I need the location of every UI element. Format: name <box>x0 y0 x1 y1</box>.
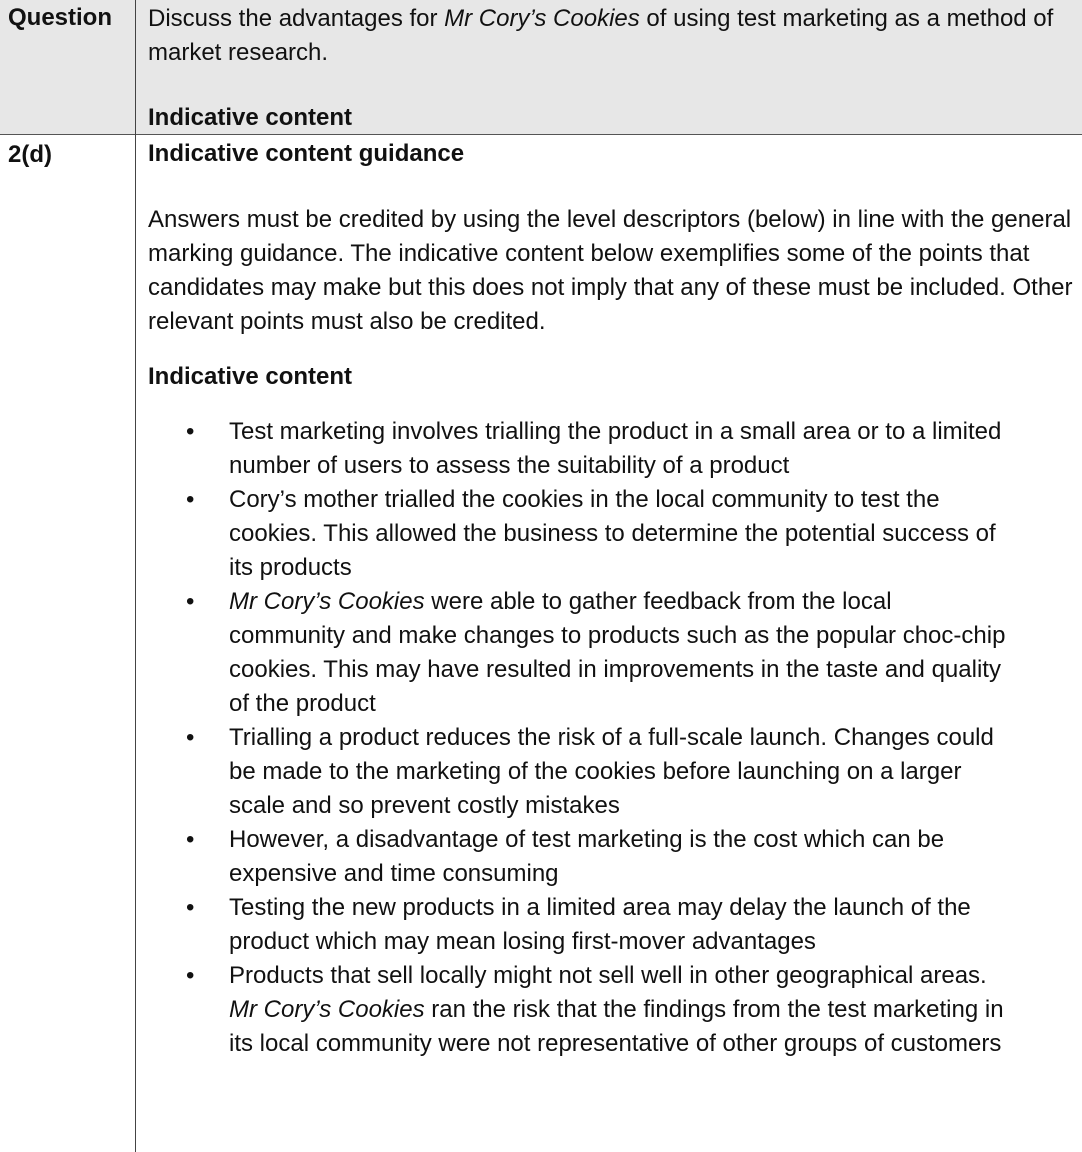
list-item <box>186 721 1006 823</box>
question-column-label: Question <box>8 4 113 31</box>
guidance-title: Indicative content guidance <box>148 140 465 167</box>
header-indicative-content: Indicative content <box>148 104 353 131</box>
list-item-company-name: Mr Cory’s Cookies <box>229 588 425 615</box>
bullet-icon: • <box>186 486 195 513</box>
list-item-text: However, a disadvantage of test marketing is the cost which can be expensive and time consuming <box>229 826 945 887</box>
indicative-content-list <box>186 415 1006 1061</box>
question-company-name: Mr Cory’s Cookies <box>444 5 640 32</box>
column-divider <box>135 0 136 1152</box>
list-item-text: Trialling a product reduces the risk of a full-scale launch. Changes could be made to the marketing of the cookies before launching on a larger scale and so prevent costly mistakes <box>229 724 994 819</box>
question-text <box>148 2 1063 70</box>
bullet-icon: • <box>186 826 195 853</box>
list-item-text: Test marketing involves trialling the product in a small area or to a limited number of users to assess the suitability of a product <box>229 418 1002 479</box>
bullet-icon: • <box>186 588 195 615</box>
list-item <box>186 585 1006 721</box>
list-item <box>186 415 1006 483</box>
list-item-text: Testing the new products in a limited area may delay the launch of the product which may mean losing first-mover advantages <box>229 894 971 955</box>
list-item <box>186 483 1006 585</box>
list-item-text-continued: ran the risk that the findings from the test marketing in its local community were not representative of other groups of customers <box>229 996 1004 1057</box>
header-divider <box>0 134 1082 135</box>
list-item-company-name: Mr Cory’s Cookies <box>229 996 425 1023</box>
list-item <box>186 959 1006 1061</box>
list-item-text: were able to gather feedback from the local community and make changes to products such as the popular choc-chip cookies. This may have resulted in improvements in the taste and quality of the product <box>229 588 1006 717</box>
question-text-post: of using test marketing as a method of market research. <box>148 5 1054 66</box>
list-item <box>186 891 1006 959</box>
bullet-icon: • <box>186 724 195 751</box>
guidance-paragraph: Answers must be credited by using the level descriptors (below) in line with the general marking guidance. The indicative content below exemplifies some of the points that candidates may make but this does not imply that any of these must be included. Other relevant points must also be credited. <box>148 206 1073 335</box>
bullet-icon: • <box>186 894 195 921</box>
list-item-text: Cory’s mother trialled the cookies in the local community to test the cookies. This allowed the business to determine the potential success of its products <box>229 486 996 581</box>
indicative-content-title: Indicative content <box>148 363 353 390</box>
bullet-icon: • <box>186 418 195 445</box>
list-item-text: Products that sell locally might not sell well in other geographical areas. <box>229 962 987 989</box>
question-number: 2(d) <box>8 141 52 168</box>
bullet-icon: • <box>186 962 195 989</box>
list-item <box>186 823 1006 891</box>
question-text-pre: Discuss the advantages for <box>148 5 445 32</box>
